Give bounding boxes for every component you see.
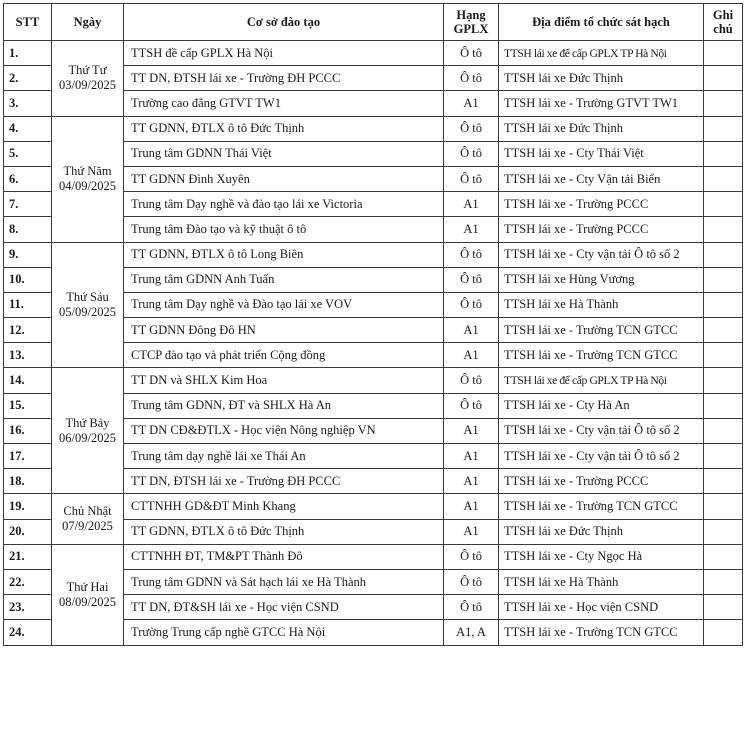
exam-location-cell: TTSH lái xe - Trường TCN GTCC — [499, 318, 704, 343]
exam-location-cell: TTSH lái xe - Cty Ngọc Hà — [499, 544, 704, 569]
day-cell — [52, 242, 124, 368]
table-row — [4, 544, 743, 569]
license-class-cell: A1 — [444, 418, 499, 443]
row-number: 14. — [4, 368, 52, 393]
note-cell — [704, 620, 743, 645]
row-number: 16. — [4, 418, 52, 443]
exam-location-cell: TTSH lái xe để cấp GPLX TP Hà Nội — [499, 41, 704, 66]
day-cell — [52, 494, 124, 544]
note-cell — [704, 595, 743, 620]
institution-cell: Trung tâm Dạy nghề và đào tạo lái xe Victoria — [124, 192, 444, 217]
institution-cell: Trung tâm GDNN Anh Tuấn — [124, 267, 444, 292]
note-cell — [704, 418, 743, 443]
row-number: 20. — [4, 519, 52, 544]
institution-cell: TT GDNN, ĐTLX ô tô Đức Thịnh — [124, 116, 444, 141]
date-label: 06/09/2025 — [59, 430, 116, 445]
weekday-label: Thứ Sáu — [66, 289, 109, 304]
institution-cell: TT DN, ĐTSH lái xe - Trường ĐH PCCC — [124, 66, 444, 91]
header-day: Ngày — [52, 4, 124, 41]
license-class-cell: Ô tô — [444, 368, 499, 393]
exam-location-cell: TTSH lái xe Hùng Vương — [499, 267, 704, 292]
license-class-cell: Ô tô — [444, 41, 499, 66]
weekday-label: Chủ Nhật — [63, 504, 112, 519]
weekday-label: Thứ Tư — [68, 63, 107, 78]
note-cell — [704, 217, 743, 242]
note-cell — [704, 41, 743, 66]
row-number: 4. — [4, 116, 52, 141]
row-number: 10. — [4, 267, 52, 292]
institution-cell: TT GDNN Đông Đô HN — [124, 318, 444, 343]
exam-location-cell: TTSH lái xe - Cty Thái Việt — [499, 141, 704, 166]
note-cell — [704, 91, 743, 116]
row-number: 15. — [4, 393, 52, 418]
institution-cell: TTSH đề cấp GPLX Hà Nội — [124, 41, 444, 66]
license-class-cell: Ô tô — [444, 267, 499, 292]
header-license-class — [444, 4, 499, 41]
table-row — [4, 368, 743, 393]
date-label: 04/09/2025 — [59, 179, 116, 194]
table-body — [4, 41, 743, 646]
exam-location-cell: TTSH lái xe - Trường PCCC — [499, 192, 704, 217]
license-class-cell: Ô tô — [444, 595, 499, 620]
license-class-cell: Ô tô — [444, 569, 499, 594]
note-cell — [704, 267, 743, 292]
institution-cell: TT DN, ĐTSH lái xe - Trường ĐH PCCC — [124, 469, 444, 494]
header-note-line2: chú — [713, 22, 733, 36]
exam-location-cell: TTSH lái xe Đức Thịnh — [499, 116, 704, 141]
exam-location-cell: TTSH lái xe - Trường TCN GTCC — [499, 494, 704, 519]
table-row — [4, 494, 743, 519]
date-label: 08/09/2025 — [59, 594, 116, 609]
institution-cell: Trung tâm GDNN, ĐT và SHLX Hà An — [124, 393, 444, 418]
license-class-cell: A1 — [444, 217, 499, 242]
exam-location-cell: TTSH lái xe - Cty Vận tải Biển — [499, 166, 704, 191]
institution-cell: TT GDNN, ĐTLX ô tô Đức Thịnh — [124, 519, 444, 544]
row-number: 13. — [4, 343, 52, 368]
header-license-class-line1: Hạng — [456, 8, 486, 22]
institution-cell: TT GDNN Đình Xuyên — [124, 166, 444, 191]
exam-location-cell: TTSH lái xe - Trường PCCC — [499, 469, 704, 494]
row-number: 17. — [4, 444, 52, 469]
row-number: 9. — [4, 242, 52, 267]
exam-location-cell: TTSH lái xe - Trường TCN GTCC — [499, 620, 704, 645]
exam-location-cell: TTSH lái xe - Trường TCN GTCC — [499, 343, 704, 368]
row-number: 18. — [4, 469, 52, 494]
license-class-cell: Ô tô — [444, 66, 499, 91]
note-cell — [704, 116, 743, 141]
institution-cell: Trung tâm Dạy nghề và Đào tạo lái xe VOV — [124, 292, 444, 317]
exam-location-cell: TTSH lái xe - Trường GTVT TW1 — [499, 91, 704, 116]
day-cell — [52, 116, 124, 242]
license-class-cell: Ô tô — [444, 141, 499, 166]
license-class-cell: A1, A — [444, 620, 499, 645]
institution-cell: TT DN, ĐT&SH lái xe - Học viện CSND — [124, 595, 444, 620]
license-class-cell: A1 — [444, 91, 499, 116]
row-number: 6. — [4, 166, 52, 191]
note-cell — [704, 66, 743, 91]
row-number: 19. — [4, 494, 52, 519]
institution-cell: CTTNHH GD&ĐT Minh Khang — [124, 494, 444, 519]
license-class-cell: Ô tô — [444, 393, 499, 418]
note-cell — [704, 166, 743, 191]
weekday-label: Thứ Năm — [63, 164, 112, 179]
note-cell — [704, 444, 743, 469]
license-class-cell: A1 — [444, 343, 499, 368]
note-cell — [704, 343, 743, 368]
exam-location-cell: TTSH lái xe - Cty vận tải Ô tô số 2 — [499, 242, 704, 267]
header-institution: Cơ sở đào tạo — [124, 4, 444, 41]
row-number: 12. — [4, 318, 52, 343]
exam-location-cell: TTSH lái xe - Học viện CSND — [499, 595, 704, 620]
institution-cell: TT DN và SHLX Kim Hoa — [124, 368, 444, 393]
day-cell — [52, 368, 124, 494]
table-row — [4, 41, 743, 66]
institution-cell: CTCP đào tạo và phát triển Cộng đồng — [124, 343, 444, 368]
row-number: 7. — [4, 192, 52, 217]
institution-cell: Trung tâm GDNN Thái Việt — [124, 141, 444, 166]
license-class-cell: Ô tô — [444, 242, 499, 267]
exam-location-cell: TTSH lái xe - Cty vận tải Ô tô số 2 — [499, 418, 704, 443]
header-note — [704, 4, 743, 41]
row-number: 1. — [4, 41, 52, 66]
row-number: 11. — [4, 292, 52, 317]
note-cell — [704, 292, 743, 317]
license-class-cell: A1 — [444, 494, 499, 519]
exam-location-cell: TTSH lái xe Đức Thịnh — [499, 519, 704, 544]
row-number: 23. — [4, 595, 52, 620]
institution-cell: CTTNHH ĐT, TM&PT Thành Đô — [124, 544, 444, 569]
weekday-label: Thứ Bảy — [65, 415, 110, 430]
header-location: Địa điểm tổ chức sát hạch — [499, 4, 704, 41]
note-cell — [704, 318, 743, 343]
row-number: 2. — [4, 66, 52, 91]
row-number: 8. — [4, 217, 52, 242]
note-cell — [704, 368, 743, 393]
institution-cell: Trường Trung cấp nghề GTCC Hà Nội — [124, 620, 444, 645]
note-cell — [704, 141, 743, 166]
license-class-cell: Ô tô — [444, 544, 499, 569]
note-cell — [704, 242, 743, 267]
day-cell — [52, 544, 124, 645]
exam-location-cell: TTSH lái xe - Cty vận tải Ô tô số 2 — [499, 444, 704, 469]
license-class-cell: A1 — [444, 519, 499, 544]
date-label: 03/09/2025 — [59, 78, 116, 93]
institution-cell: TT GDNN, ĐTLX ô tô Long Biên — [124, 242, 444, 267]
license-class-cell: A1 — [444, 192, 499, 217]
exam-location-cell: TTSH lái xe Hà Thành — [499, 569, 704, 594]
row-number: 3. — [4, 91, 52, 116]
note-cell — [704, 544, 743, 569]
note-cell — [704, 469, 743, 494]
institution-cell: Trung tâm dạy nghề lái xe Thái An — [124, 444, 444, 469]
day-cell — [52, 41, 124, 117]
row-number: 24. — [4, 620, 52, 645]
exam-location-cell: TTSH lái xe - Trường PCCC — [499, 217, 704, 242]
row-number: 5. — [4, 141, 52, 166]
license-class-cell: A1 — [444, 318, 499, 343]
header-license-class-line2: GPLX — [453, 22, 489, 36]
table-row — [4, 116, 743, 141]
institution-cell: TT DN CĐ&ĐTLX - Học viện Nông nghiệp VN — [124, 418, 444, 443]
license-class-cell: A1 — [444, 469, 499, 494]
row-number: 21. — [4, 544, 52, 569]
header-row — [4, 4, 743, 41]
license-class-cell: Ô tô — [444, 292, 499, 317]
license-class-cell: A1 — [444, 444, 499, 469]
exam-location-cell: TTSH lái xe để cấp GPLX TP Hà Nội — [499, 368, 704, 393]
license-class-cell: Ô tô — [444, 166, 499, 191]
exam-schedule-table — [3, 3, 743, 646]
note-cell — [704, 519, 743, 544]
license-class-cell: Ô tô — [444, 116, 499, 141]
date-label: 05/09/2025 — [59, 304, 116, 319]
note-cell — [704, 494, 743, 519]
exam-location-cell: TTSH lái xe Hà Thành — [499, 292, 704, 317]
institution-cell: Trường cao đẳng GTVT TW1 — [124, 91, 444, 116]
note-cell — [704, 192, 743, 217]
table-row — [4, 242, 743, 267]
note-cell — [704, 569, 743, 594]
date-label: 07/9/2025 — [62, 519, 113, 534]
header-stt: STT — [4, 4, 52, 41]
exam-location-cell: TTSH lái xe Đức Thịnh — [499, 66, 704, 91]
institution-cell: Trung tâm Đào tạo và kỹ thuật ô tô — [124, 217, 444, 242]
institution-cell: Trung tâm GDNN và Sát hạch lái xe Hà Thành — [124, 569, 444, 594]
header-note-line1: Ghi — [712, 8, 734, 22]
note-cell — [704, 393, 743, 418]
exam-location-cell: TTSH lái xe - Cty Hà An — [499, 393, 704, 418]
row-number: 22. — [4, 569, 52, 594]
weekday-label: Thứ Hai — [66, 579, 109, 594]
